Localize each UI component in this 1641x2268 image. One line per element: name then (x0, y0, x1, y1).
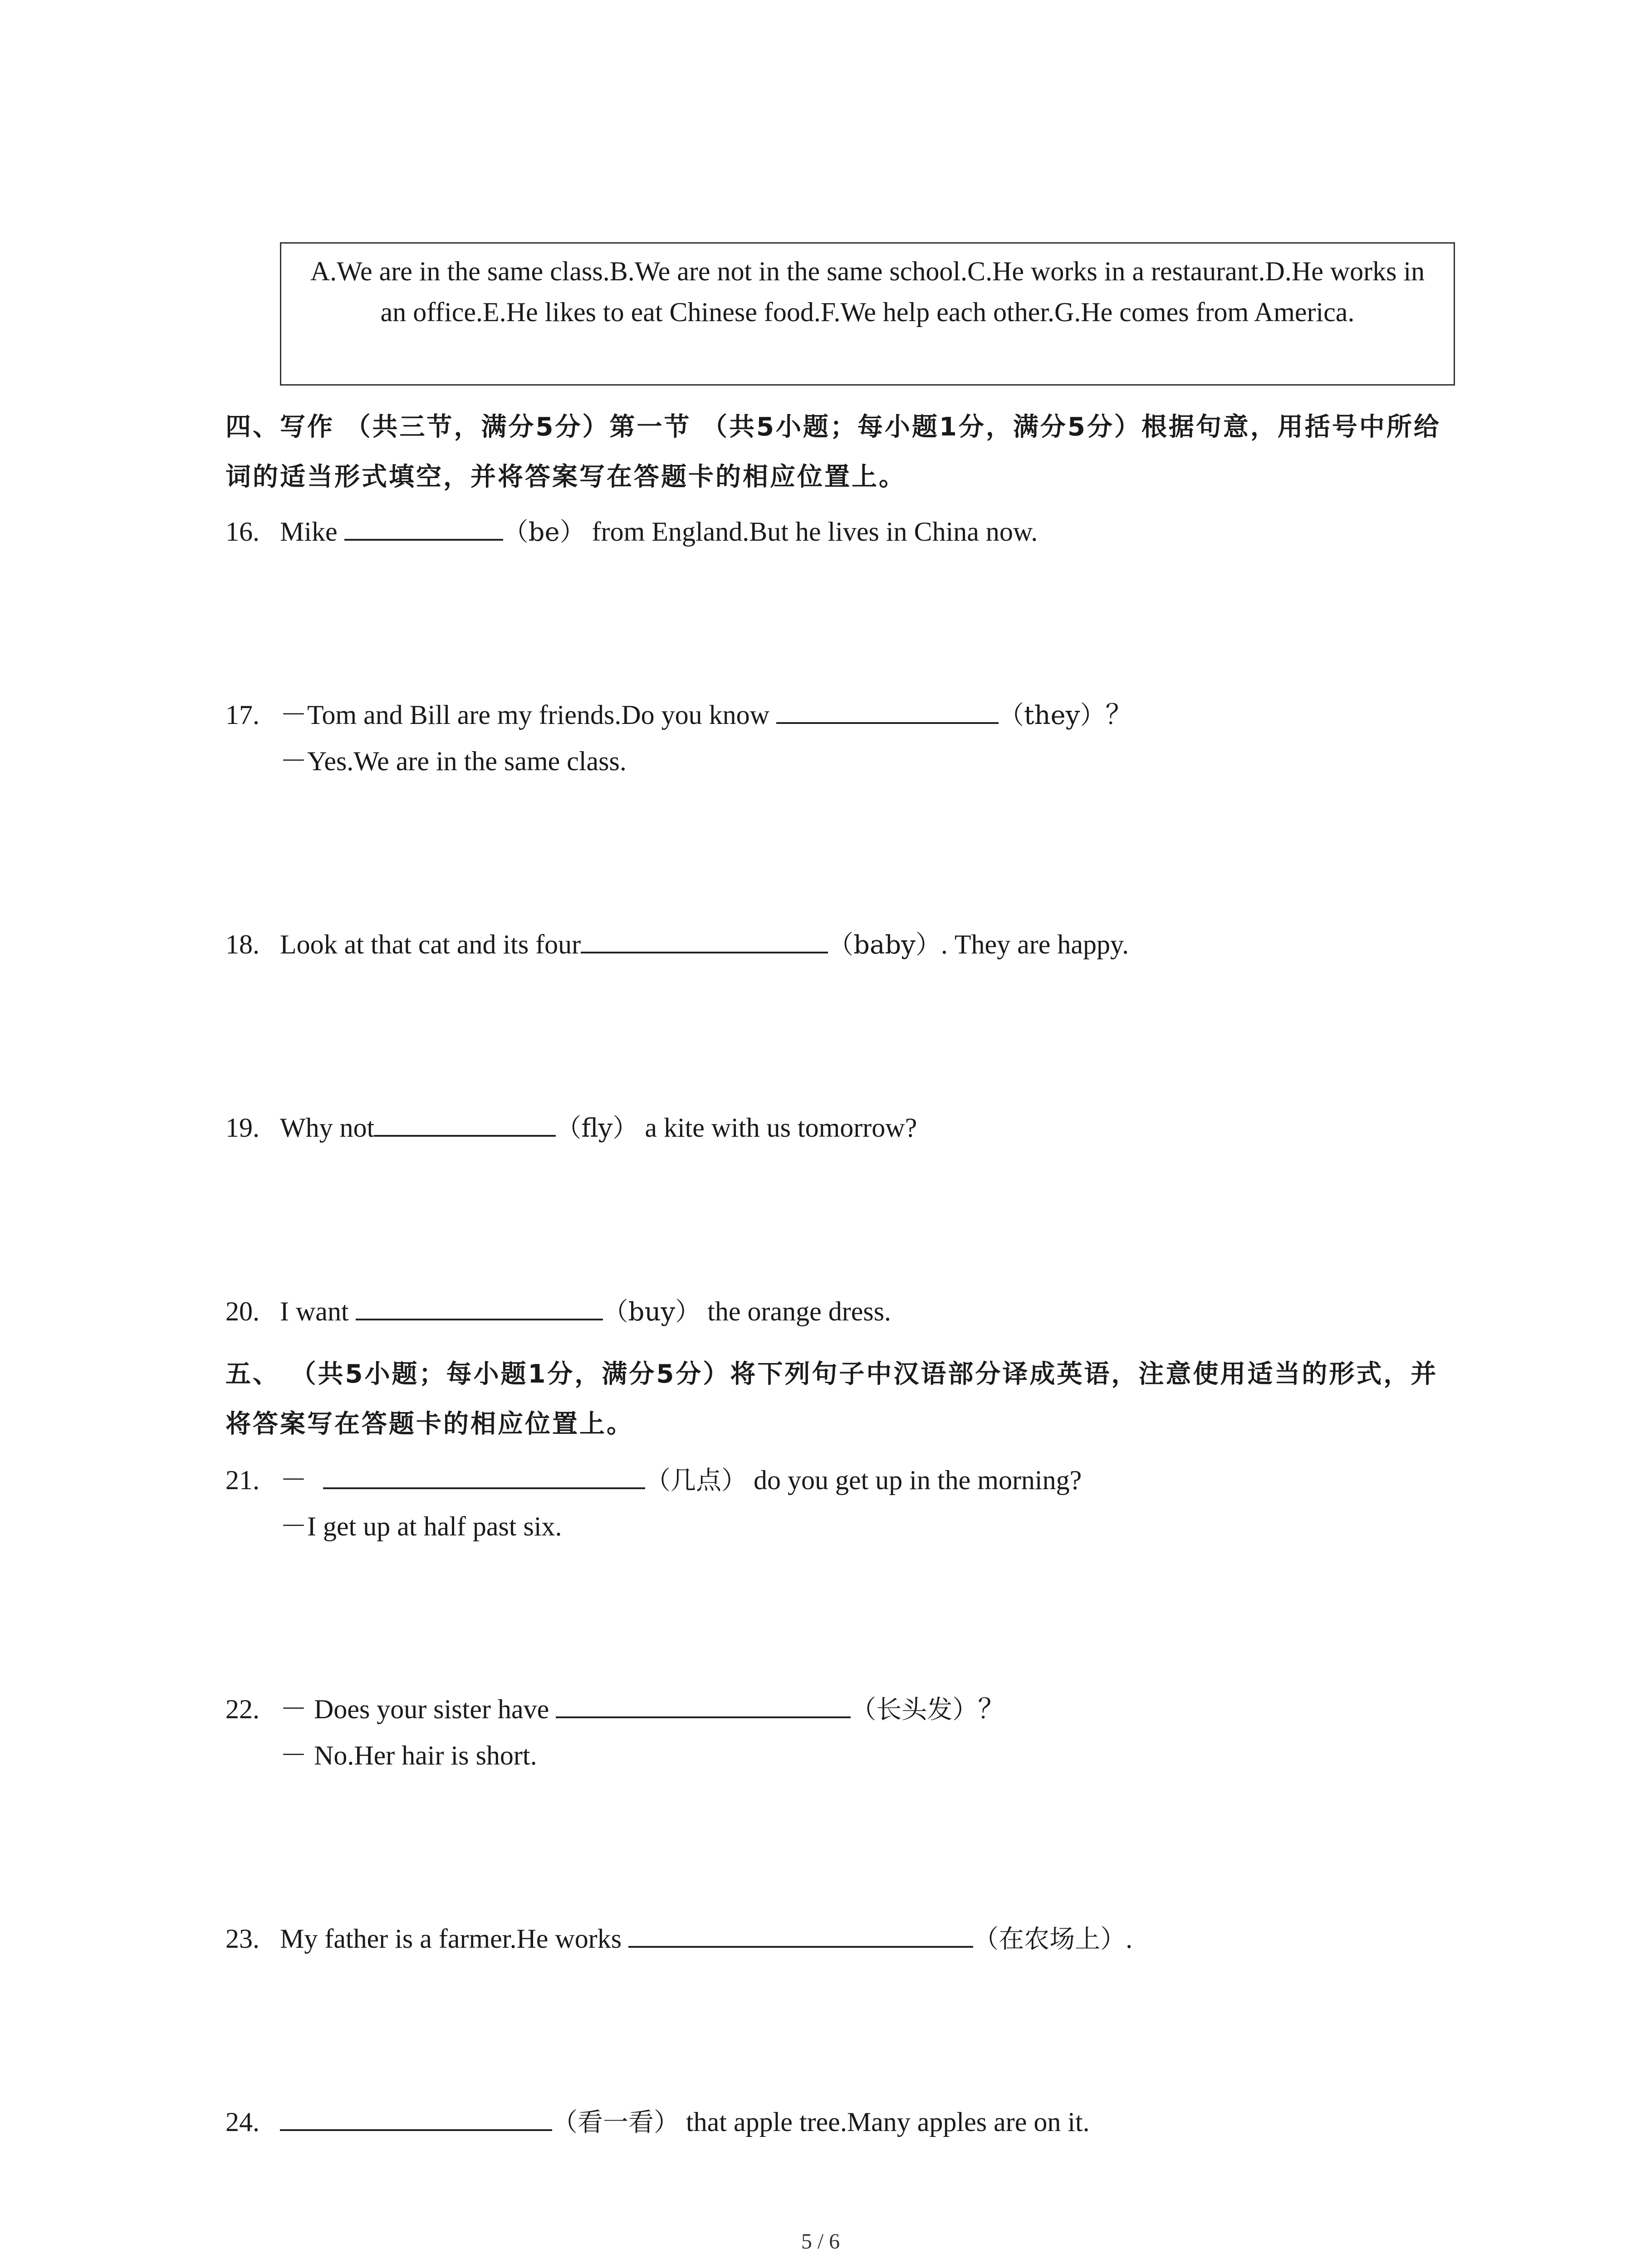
answer-blank[interactable] (374, 1110, 556, 1137)
word-hint: （看一看） (552, 2108, 679, 2137)
question-text: Mike (280, 517, 344, 547)
question-16 (225, 509, 1038, 555)
answer-blank[interactable] (776, 697, 999, 724)
dialogue-reply: －I get up at half past six. (280, 1511, 562, 1541)
question-text: from England.But he lives in China now. (585, 517, 1038, 547)
question-22 (225, 1686, 1005, 1778)
dialogue-reply: －Yes.We are in the same class. (280, 746, 627, 776)
answer-blank[interactable] (280, 2104, 552, 2131)
question-text: ？ (1105, 700, 1133, 730)
question-number: 19. (225, 1113, 260, 1143)
question-21 (225, 1457, 1082, 1549)
word-hint: （几点） (645, 1466, 747, 1496)
word-hint: （buy） (603, 1297, 701, 1327)
question-text: －Tom and Bill are my friends.Do you know (280, 700, 776, 730)
question-number: 23. (225, 1924, 260, 1954)
answer-blank[interactable] (628, 1921, 973, 1948)
question-text: ？ (978, 1694, 1005, 1724)
question-text: . (1126, 1924, 1133, 1954)
question-text: － (280, 1465, 314, 1495)
question-number: 16. (225, 517, 260, 547)
question-number: 22. (225, 1694, 260, 1724)
question-24 (225, 2099, 1090, 2146)
answer-blank[interactable] (323, 1462, 645, 1489)
answer-blank[interactable] (556, 1691, 851, 1718)
page-number: 5 / 6 (801, 2229, 840, 2253)
word-hint: （they） (998, 701, 1106, 730)
question-23 (225, 1916, 1132, 1962)
question-text: Why not (280, 1113, 375, 1143)
word-hint: （长头发） (851, 1695, 978, 1725)
answer-blank[interactable] (344, 513, 503, 541)
question-number: 17. (225, 700, 260, 730)
section-5-heading: 五、 （共5小题；每小题1分，满分5分）将下列句子中汉语部分译成英语，注意使用适当的形式，并将答案写在答题卡的相应位置上。 (225, 1359, 1438, 1439)
question-number: 24. (225, 2107, 260, 2137)
word-hint: （在农场上） (973, 1925, 1126, 1954)
question-text: . They are happy. (941, 929, 1129, 959)
word-hint: （be） (503, 518, 585, 547)
question-text: do you get up in the morning? (747, 1465, 1082, 1495)
answer-blank[interactable] (581, 926, 828, 953)
question-20 (225, 1289, 891, 1335)
question-number: 20. (225, 1296, 260, 1326)
question-text: Look at that cat and its four (280, 929, 581, 959)
question-text: My father is a farmer.He works (280, 1924, 629, 1954)
question-17 (225, 692, 1132, 784)
question-text: the orange dress. (700, 1296, 892, 1326)
options-text: A.We are in the same class.B.We are not in the same school.C.He works in a restaurant.D.He works in an office.E.He likes to eat Chinese food.F.We help each other.G.He comes from America. (310, 256, 1425, 327)
word-hint: （baby） (828, 930, 941, 960)
question-text: － Does your sister have (280, 1694, 556, 1724)
question-text: a kite with us tomorrow? (638, 1113, 917, 1143)
options-box (280, 242, 1455, 386)
question-text: I want (280, 1296, 356, 1326)
word-hint: （fly） (556, 1114, 638, 1143)
question-number: 18. (225, 929, 260, 959)
question-18 (225, 922, 1129, 968)
answer-blank[interactable] (356, 1293, 603, 1320)
dialogue-reply: － No.Her hair is short. (280, 1740, 537, 1770)
section-4-heading: 四、写作 （共三节，满分5分）第一节 （共5小题；每小题1分，满分5分）根据句意，用括号中所给词的适当形式填空，并将答案写在答题卡的相应位置上。 (225, 412, 1441, 492)
question-number: 21. (225, 1465, 260, 1495)
question-19 (225, 1105, 917, 1151)
question-text: that apple tree.Many apples are on it. (679, 2107, 1090, 2137)
